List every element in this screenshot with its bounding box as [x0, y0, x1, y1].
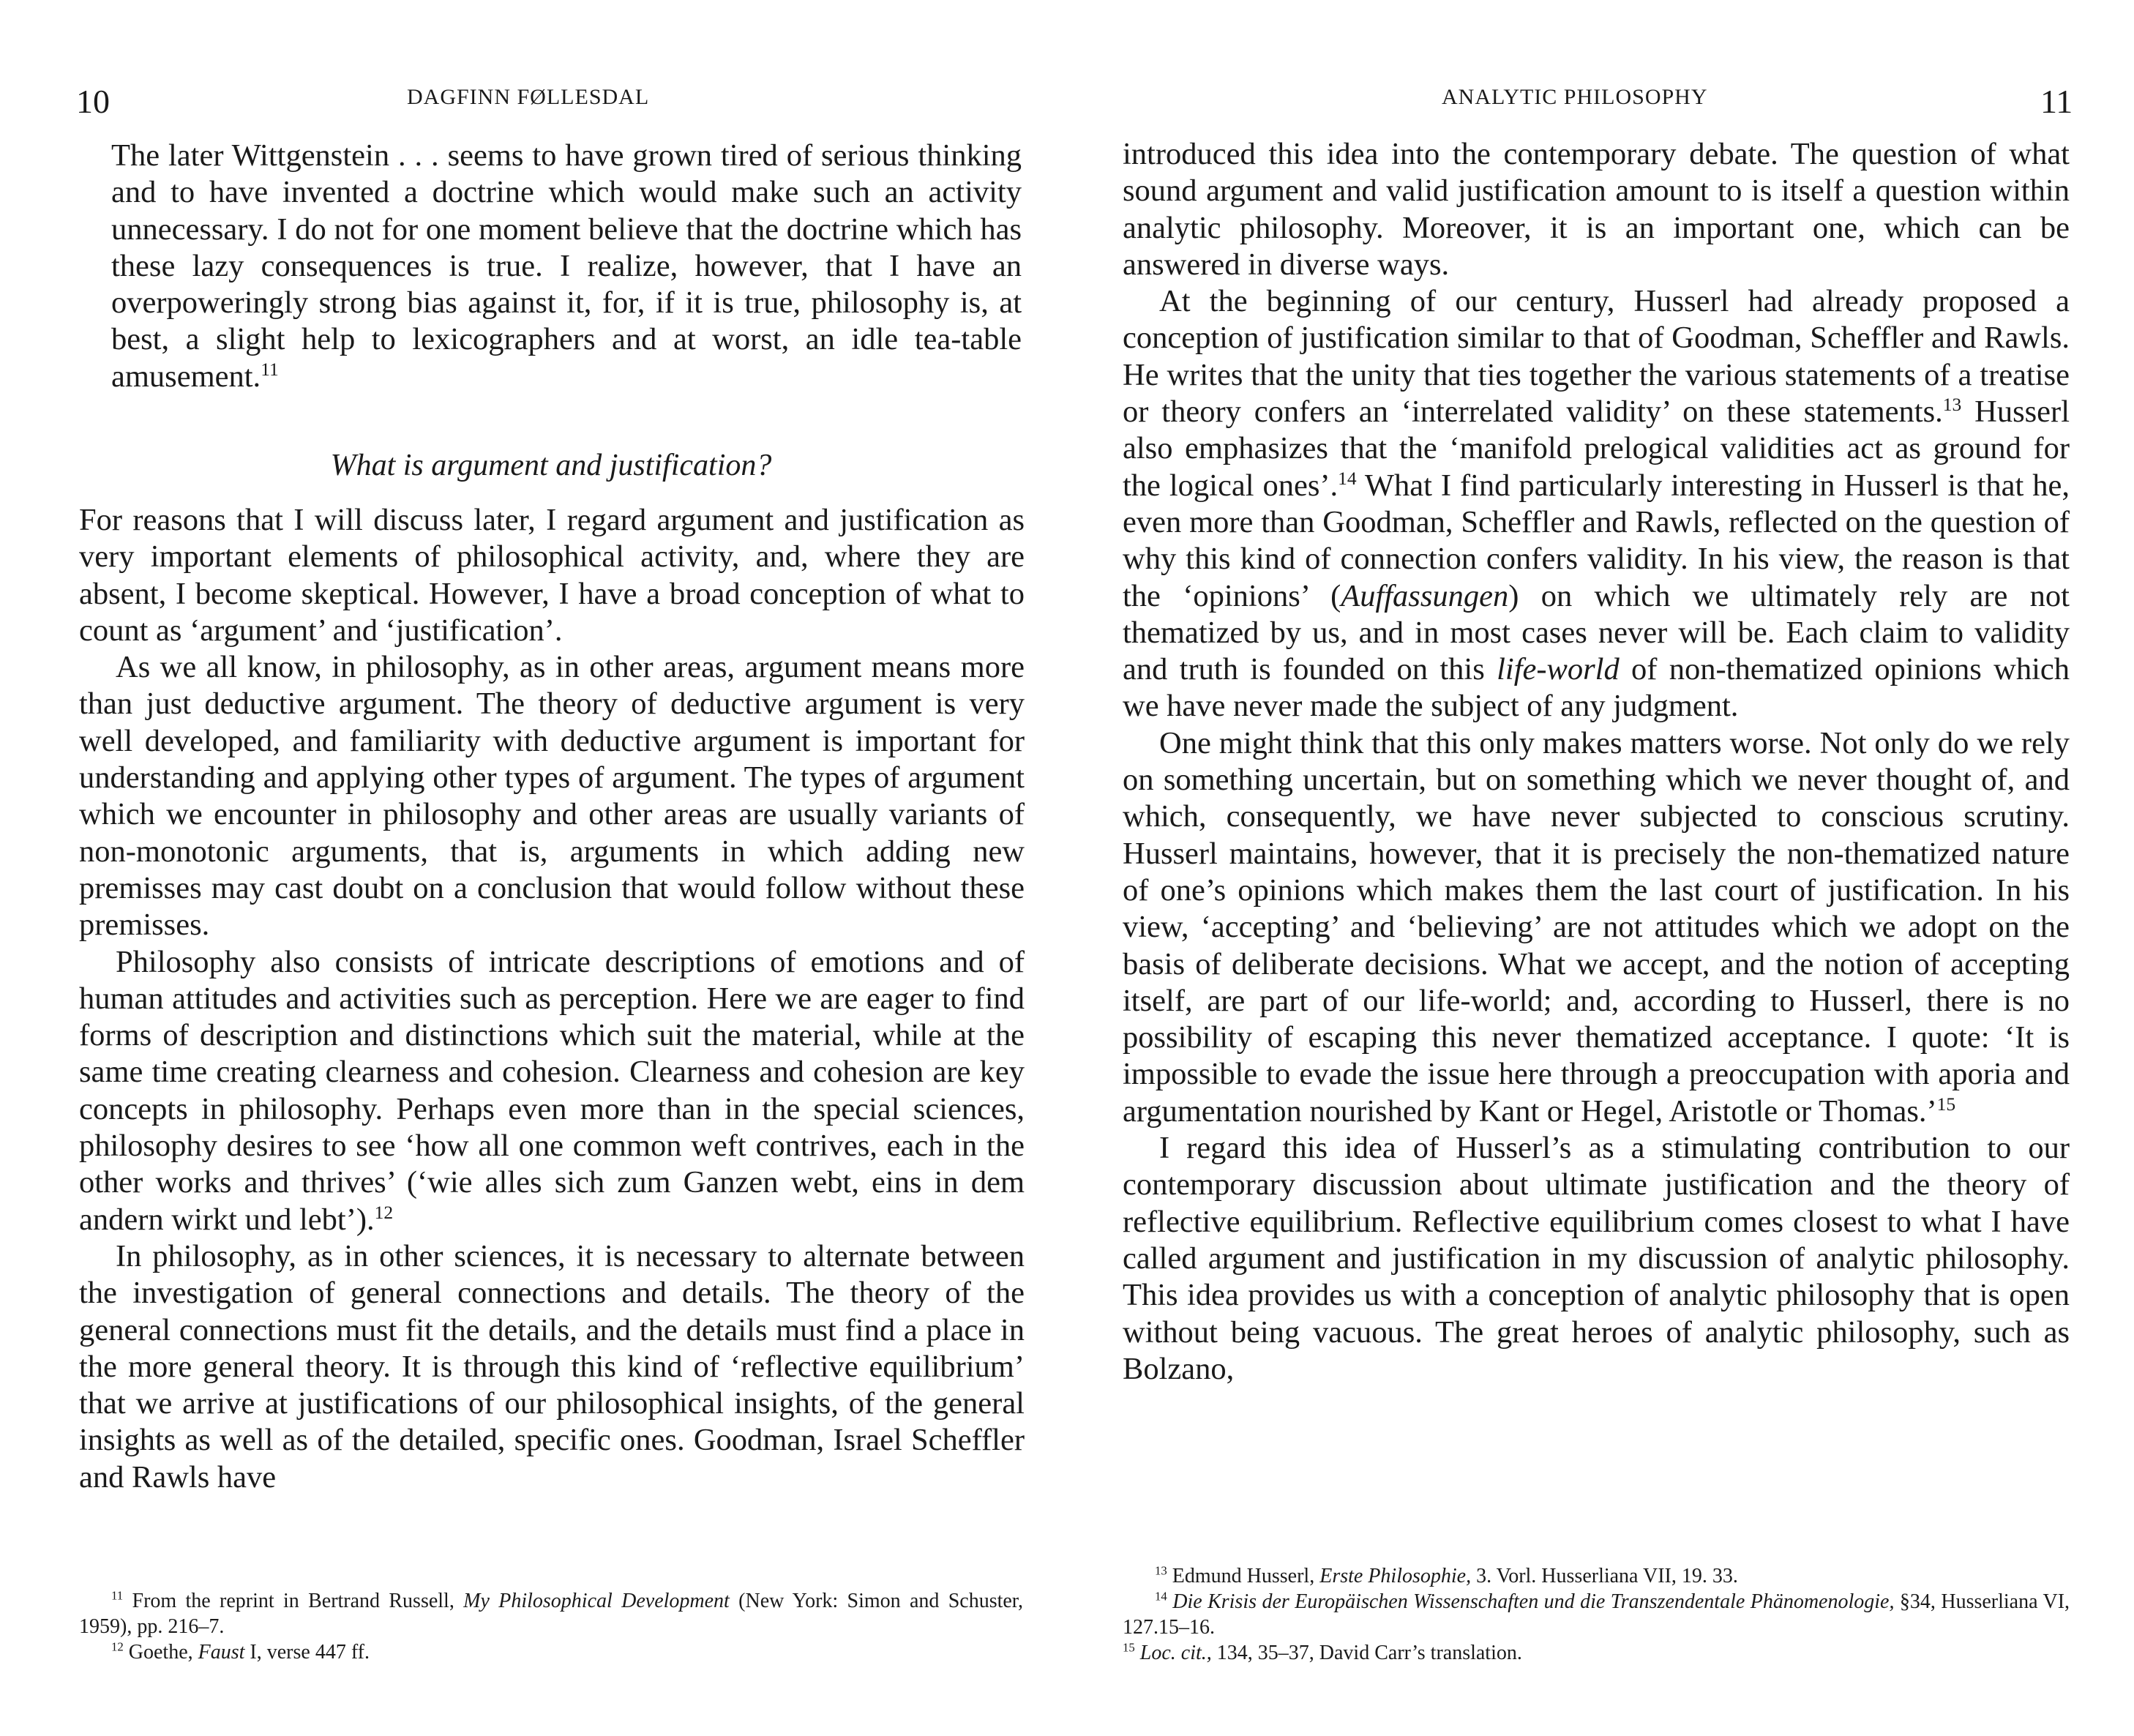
paragraph-text: What I find particularly interesting in Husserl is that he, even more than Goodman, Scheffler and Rawls, reflected on the question of why this kind of connection confers validity. In his view, the reason is that the ‘opinions’ (: [1123, 468, 2070, 613]
footnotes: [79, 1588, 1023, 1665]
footnote: [1123, 1640, 2070, 1666]
paragraph-text: of non-thematized opinions which we have never made the subject of any judgment.: [1123, 652, 2070, 724]
footnote-ref: 14: [1338, 467, 1357, 489]
work-title: Erste Philosophie,: [1319, 1565, 1472, 1587]
footnote-text: 3. Vorl. Husserliana VII, 19. 33.: [1476, 1565, 1738, 1587]
paragraph: As we all know, in philosophy, as in other areas, argument means more than just deductive argument. The theory of deductive argument is very well developed, and familiarity with deductive argument is important for understanding and applying other types of argument. The types of argument which we encounter in philosophy and other areas are usually variants of non-monotonic arguments, that is, arguments in which adding new premisses may cast doubt on a conclusion that would follow without these premisses.: [79, 650, 1025, 943]
footnote-ref: 15: [1936, 1093, 1956, 1115]
paragraph: In philosophy, as in other sciences, it is necessary to alternate between the investigation of general connections and details. The theory of the general connections must fit the details, and the details must find a place in the more general theory. It is through this kind of ‘reflective equilibrium’ that we arrive at justifications of our philosophical insights, of the general insights as well as of the detailed, specific ones. Goodman, Israel Scheffler and Rawls have: [79, 1238, 1025, 1494]
running-head: DAGFINN FØLLESDAL: [407, 85, 650, 109]
paragraph: [79, 944, 1025, 1238]
paragraph: introduced this idea into the contemporary debate. The question of what sound argument and valid justification amount to is itself a question within analytic philosophy. Moreover, it is an important one, which can be answered in diverse ways.: [1123, 137, 2070, 282]
page-number: 11: [2040, 83, 2073, 120]
footnote-text: 134, 35–37, David Carr’s translation.: [1216, 1642, 1522, 1664]
paragraph-text: Philosophy also consists of intricate descriptions of emotions and of human attitudes and activities such as perception. Here we are eager to find forms of description and distinctions which suit the material, while at the same time creating clearness and cohesion. Clearness and cohesion are key concepts in philosophy. Perhaps even more than in the special sciences, philosophy desires to see ‘how all one common weft contrives, each in the other works and thrives’ (‘wie alles sich zum Ganzen webt, eins in dem andern wirkt und lebt’).: [79, 944, 1025, 1237]
left-body: [79, 502, 1025, 1496]
footnote-text: From the reprint in Bertrand Russell,: [132, 1590, 454, 1612]
section-heading: What is argument and justification?: [330, 449, 772, 482]
page-number: 10: [76, 83, 110, 120]
running-head: ANALYTIC PHILOSOPHY: [1442, 85, 1708, 109]
footnote: [79, 1639, 1023, 1665]
italic-term: Auffassungen: [1341, 578, 1509, 613]
work-title: Loc. cit.,: [1139, 1642, 1212, 1664]
right-body: [1123, 136, 2070, 1388]
footnote-number: 12: [111, 1639, 124, 1654]
italic-term: life-world: [1497, 652, 1620, 687]
paragraph: For reasons that I will discuss later, I regard argument and justification as very important elements of philosophical activity, and, where they are absent, I become skeptical. However, I have a broad conception of what to count as ‘argument’ and ‘justification’.: [79, 503, 1025, 648]
footnote-text: Edmund Husserl,: [1172, 1565, 1315, 1587]
paragraph-text: ) on which we ultimately rely are not thematized by us, and in most cases never will be. Each claim to validity and truth is founded on this: [1123, 578, 2070, 687]
footnote-number: 15: [1123, 1640, 1135, 1655]
work-title: Die Krisis der Europäischen Wissenschaften und die Transzendentale Phänomenologie,: [1172, 1590, 1895, 1613]
paragraph-text: Husserl also emphasizes that the ‘manifold prelogical validities act as ground for the logical ones’.: [1123, 394, 2070, 503]
footnote-text: I, verse 447 ff.: [250, 1641, 370, 1664]
footnote-text: §34, Husserliana VI, 127.15–16.: [1123, 1590, 2070, 1639]
paragraph: [1123, 725, 2070, 1130]
footnote: [1123, 1589, 2070, 1640]
footnote: [1123, 1563, 2070, 1589]
footnote-ref: 11: [261, 358, 279, 380]
paragraph: I regard this idea of Husserl’s as a stimulating contribution to our contemporary discussion about ultimate justification and the theory of reflective equilibrium. Reflective equilibrium comes closest to what I have called argument and justification in my discussion of analytic philosophy. This idea provides us with a conception of analytic philosophy that is open without being vacuous. The great heroes of analytic philosophy, such as Bolzano,: [1123, 1131, 2070, 1386]
quote-text: The later Wittgenstein . . . seems to have grown tired of serious thinking and to have invented a doctrine which would make such an activity unnecessary. I do not for one moment believe that the doctrine which has these lazy consequences is true. I realize, however, that I have an overpoweringly strong bias against it, for, if it is true, philosophy is, at best, a slight help to lexicographers and at worst, an idle tea-table amusement.: [111, 138, 1022, 394]
work-title: My Philosophical Development: [463, 1590, 730, 1612]
right-page: [1067, 0, 2134, 1736]
block-quote: [111, 138, 1022, 395]
footnote-number: 11: [111, 1588, 124, 1603]
footnote-text: (New York: Simon and Schuster, 1959), pp. 216–7.: [79, 1590, 1024, 1638]
work-title: Faust: [198, 1641, 245, 1664]
paragraph-text: One might think that this only makes matters worse. Not only do we rely on something uncertain, but on something which we never thought of, and which, consequently, we have never subjected to conscious scrutiny. Husserl maintains, however, that it is precisely the non-thematized nature of one’s opinions which makes them the last court of justification. In his view, ‘accepting’ and ‘believing’ are not attitudes which we adopt on the basis of deliberate decisions. What we accept, and the notion of accepting itself, are part of our life-world; and, according to Husserl, there is no possibility of escaping this never thematized acceptance. I quote: ‘It is impossible to evade the issue here through a preoccupation with aporia and argumentation nourished by Kant or Hegel, Aristotle or Thomas.’: [1123, 725, 2070, 1129]
footnote-ref: 12: [374, 1201, 394, 1223]
footnotes: [1123, 1563, 2070, 1666]
paragraph-text: At the beginning of our century, Husserl had already proposed a conception of justification similar to that of Goodman, Scheffler and Rawls. He writes that the unity that ties together the various statements of a treatise or theory confers an ‘interrelated validity’ on these statements.: [1123, 284, 2070, 430]
footnote: [79, 1588, 1023, 1639]
footnote-text: Goethe,: [128, 1641, 193, 1664]
footnote-number: 13: [1155, 1563, 1167, 1578]
footnote-ref: 13: [1942, 393, 1962, 415]
paragraph: [1123, 283, 2070, 725]
footnote-number: 14: [1155, 1589, 1167, 1604]
